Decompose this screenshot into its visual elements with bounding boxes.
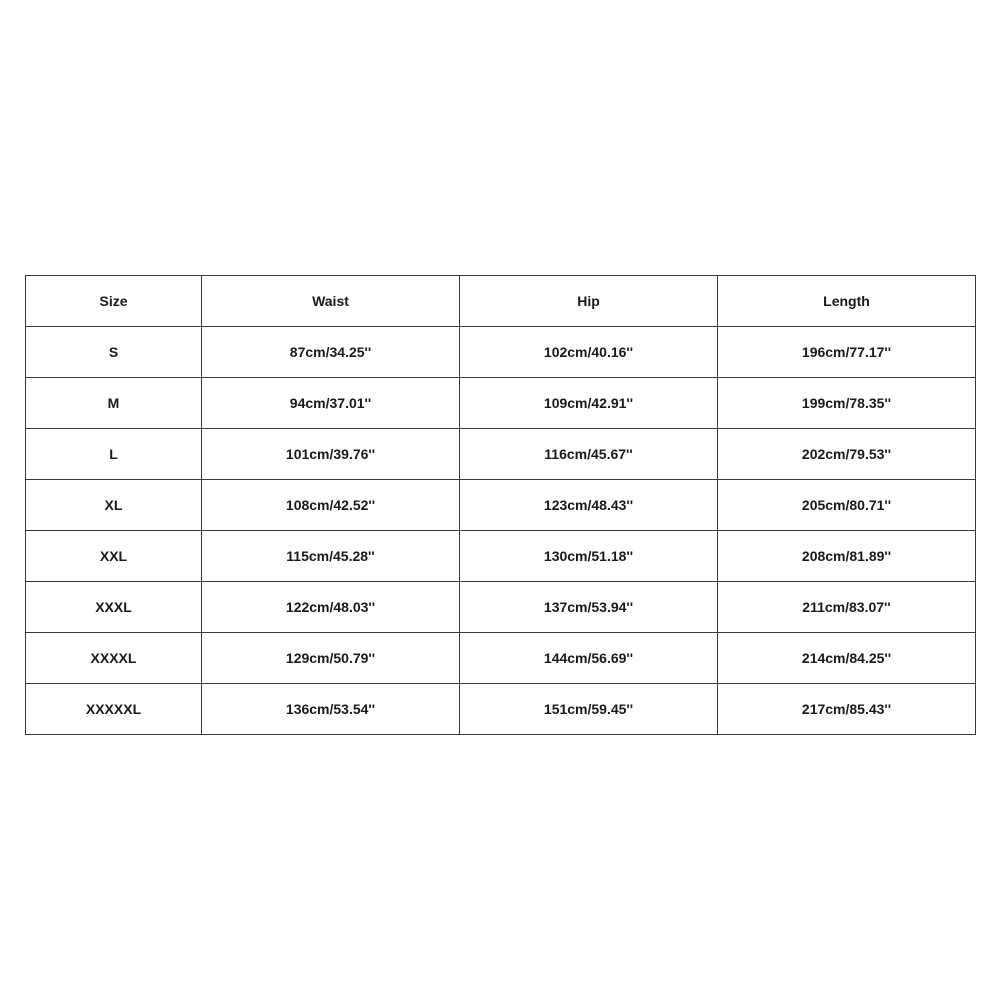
header-hip: Hip <box>460 276 718 327</box>
table-row <box>26 480 976 531</box>
cell-size: S <box>26 327 202 378</box>
cell-waist: 129cm/50.79'' <box>202 633 460 684</box>
size-chart-table <box>25 275 976 735</box>
table-row <box>26 429 976 480</box>
cell-size: XXXXXL <box>26 684 202 735</box>
cell-size: XXXXL <box>26 633 202 684</box>
table-row <box>26 531 976 582</box>
header-waist: Waist <box>202 276 460 327</box>
table-header <box>26 276 976 327</box>
cell-hip: 144cm/56.69'' <box>460 633 718 684</box>
cell-length: 211cm/83.07'' <box>718 582 976 633</box>
cell-size: XXXL <box>26 582 202 633</box>
cell-length: 205cm/80.71'' <box>718 480 976 531</box>
cell-waist: 136cm/53.54'' <box>202 684 460 735</box>
cell-waist: 108cm/42.52'' <box>202 480 460 531</box>
cell-waist: 122cm/48.03'' <box>202 582 460 633</box>
header-length: Length <box>718 276 976 327</box>
cell-waist: 101cm/39.76'' <box>202 429 460 480</box>
cell-waist: 115cm/45.28'' <box>202 531 460 582</box>
table-row <box>26 684 976 735</box>
cell-length: 202cm/79.53'' <box>718 429 976 480</box>
cell-waist: 94cm/37.01'' <box>202 378 460 429</box>
cell-hip: 130cm/51.18'' <box>460 531 718 582</box>
cell-length: 199cm/78.35'' <box>718 378 976 429</box>
table-body <box>26 327 976 735</box>
cell-size: M <box>26 378 202 429</box>
cell-hip: 109cm/42.91'' <box>460 378 718 429</box>
header-row <box>26 276 976 327</box>
cell-hip: 102cm/40.16'' <box>460 327 718 378</box>
cell-hip: 123cm/48.43'' <box>460 480 718 531</box>
cell-waist: 87cm/34.25'' <box>202 327 460 378</box>
cell-length: 217cm/85.43'' <box>718 684 976 735</box>
table-row <box>26 378 976 429</box>
table-row <box>26 582 976 633</box>
cell-hip: 137cm/53.94'' <box>460 582 718 633</box>
cell-size: L <box>26 429 202 480</box>
table-row <box>26 633 976 684</box>
cell-hip: 116cm/45.67'' <box>460 429 718 480</box>
cell-size: XL <box>26 480 202 531</box>
cell-length: 208cm/81.89'' <box>718 531 976 582</box>
cell-length: 214cm/84.25'' <box>718 633 976 684</box>
table-row <box>26 327 976 378</box>
cell-hip: 151cm/59.45'' <box>460 684 718 735</box>
cell-length: 196cm/77.17'' <box>718 327 976 378</box>
cell-size: XXL <box>26 531 202 582</box>
header-size: Size <box>26 276 202 327</box>
